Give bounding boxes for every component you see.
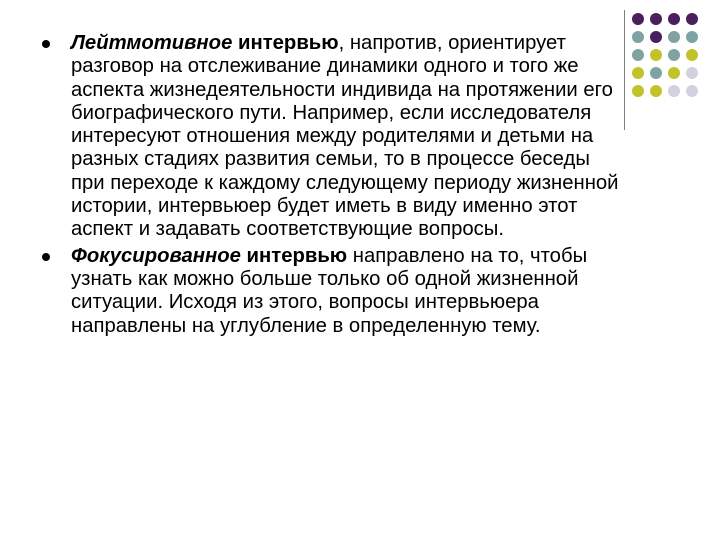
bullet-icon — [42, 40, 50, 48]
decorative-dot — [632, 67, 644, 79]
term-italic: Лейтмотивное — [71, 32, 233, 54]
decorative-dot — [650, 13, 662, 25]
decorative-dot — [632, 49, 644, 61]
decorative-dot — [650, 31, 662, 43]
decorative-dot — [632, 31, 644, 43]
term-bold: интервью — [238, 32, 339, 54]
decorative-dot — [686, 13, 698, 25]
divider-line — [624, 10, 625, 130]
decorative-dot — [668, 13, 680, 25]
bullet-item-leitmotif — [42, 32, 622, 242]
term-bold: интервью — [246, 244, 348, 267]
decorative-dot — [632, 85, 644, 97]
bullet-text: направлено на то, чтобы узнать как можно больше только об одной жизненной ситуации. Исходя из этого, вопросы интервьюера направлены на углубление в определенную тему. — [71, 244, 588, 337]
decorative-dot — [650, 67, 662, 79]
decorative-dot — [668, 85, 680, 97]
decorative-dot — [668, 31, 680, 43]
decorative-dot — [650, 85, 662, 97]
bullet-icon — [42, 253, 50, 261]
decorative-dot — [668, 49, 680, 61]
decorative-dot — [668, 67, 680, 79]
decorative-dot — [632, 13, 644, 25]
bullet-item-focused — [42, 245, 622, 338]
decorative-dot — [686, 85, 698, 97]
term-italic: Фокусированное — [71, 244, 241, 267]
slide-content — [42, 32, 622, 341]
decorative-dot — [686, 49, 698, 61]
decorative-dot — [650, 49, 662, 61]
decorative-dot — [686, 31, 698, 43]
decorative-dot-grid — [632, 13, 712, 113]
bullet-text: , напротив, ориентирует разговор на отслеживание динамики одного и того же аспекта жизнедеятельности индивида на протяжении его биографического пути. Например, если исследователя интересуют отношения между родителями и детьми на разных стадиях развития семьи, то в процессе беседы при переходе к каждому следующему периоду жизненной истории, интервьюер будет иметь в виду именно этот аспект и задавать соответствующие вопросы. — [71, 32, 619, 241]
decorative-dot — [686, 67, 698, 79]
